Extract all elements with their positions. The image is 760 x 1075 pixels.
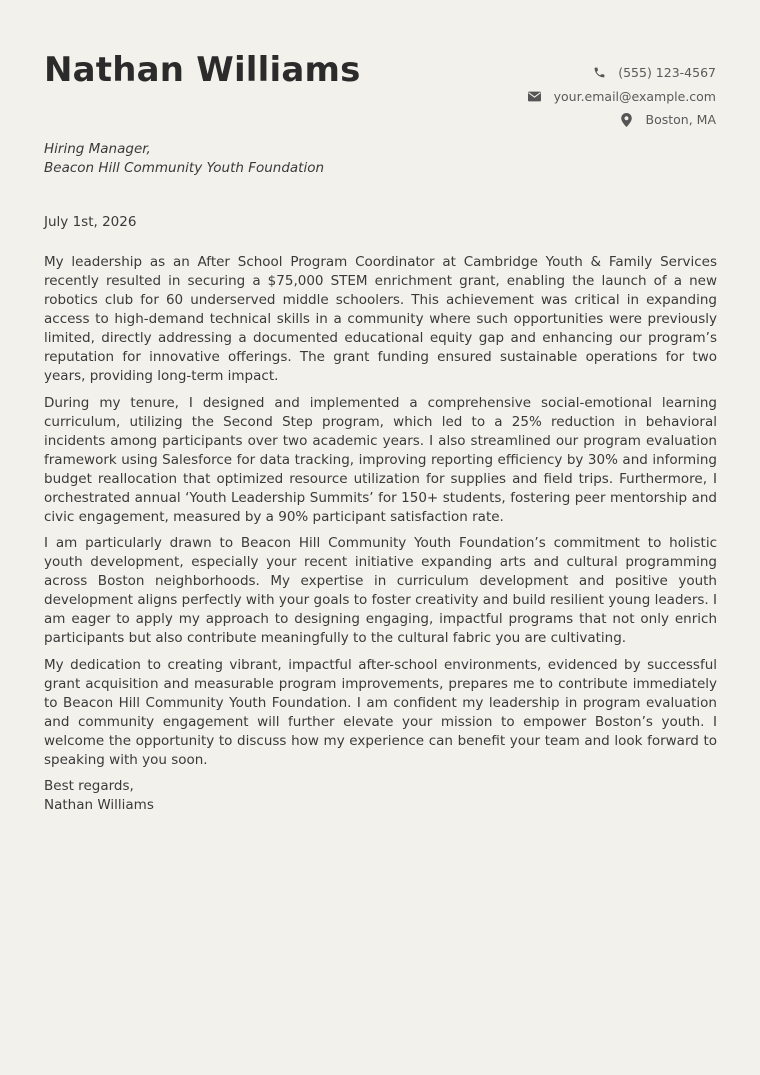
body-paragraph: My leadership as an After School Program Coordinator at Cambridge Youth & Family Services recently resulted in securing a $75,000 STEM enrichment grant, enabling the launch of a new robotics club for 60 underserved middle schoolers. This achievement was critical in expanding access to high-demand technical skills in a community where such opportunities were previously limited, directly addressing a documented educational equity gap and enhancing our program’s reputation for innovative offerings. The grant funding ensured sustainable operations for two years, providing long-term impact. <box>44 254 717 384</box>
contact-phone <box>528 61 716 85</box>
letter-body <box>44 253 717 815</box>
recipient-block <box>44 140 324 178</box>
closing-salutation: Best regards, <box>44 778 134 794</box>
body-paragraph: I am particularly drawn to Beacon Hill Community Youth Foundation’s commitment to holistic youth development, especially your recent initiative expanding arts and cultural programming across Boston neighborhoods. My expertise in curriculum development and positive youth development aligns perfectly with your goals to foster creativity and build resilient young leaders. I am eager to apply my approach to designing engaging, impactful programs that not only enrich participants but also contribute meaningfully to the cultural fabric you are cultivating. <box>44 535 717 646</box>
applicant-name: Nathan Williams <box>44 50 361 90</box>
location-text: Boston, MA <box>645 112 716 128</box>
phone-icon <box>592 66 606 80</box>
envelope-icon <box>528 89 542 103</box>
recipient-organization: Beacon Hill Community Youth Foundation <box>44 160 325 176</box>
closing-block <box>44 777 717 815</box>
recipient-title: Hiring Manager, <box>44 141 151 157</box>
contact-info <box>528 61 716 132</box>
body-paragraph: My dedication to creating vibrant, impactful after-school environments, evidenced by successful grant acquisition and measurable program improvements, prepares me to contribute immediately to Beacon Hill Community Youth Foundation. I am confident my leadership in program evaluation and community engagement will further elevate your mission to empower Boston’s youth. I welcome the opportunity to discuss how my experience can benefit your team and look forward to speaking with you soon. <box>44 656 717 768</box>
letter-date: July 1st, 2026 <box>44 214 137 230</box>
phone-text: (555) 123-4567 <box>618 65 716 81</box>
map-pin-icon <box>620 113 634 127</box>
contact-location <box>528 108 716 132</box>
letter-header <box>44 0 716 130</box>
contact-email <box>528 85 716 109</box>
body-paragraph: During my tenure, I designed and implemented a comprehensive social-emotional learning curriculum, utilizing the Second Step program, which led to a 25% reduction in behavioral incidents among participants over two academic years. I also streamlined our program evaluation framework using Salesforce for data tracking, improving reporting efficiency by 30% and informing budget reallocation that optimized resource utilization for supplies and field trips. Furthermore, I orchestrated annual ‘Youth Leadership Summits’ for 150+ students, fostering peer mentorship and civic engagement, measured by a 90% participant satisfaction rate. <box>44 394 717 525</box>
closing-signature: Nathan Williams <box>44 797 154 813</box>
email-text: your.email@example.com <box>553 88 716 104</box>
